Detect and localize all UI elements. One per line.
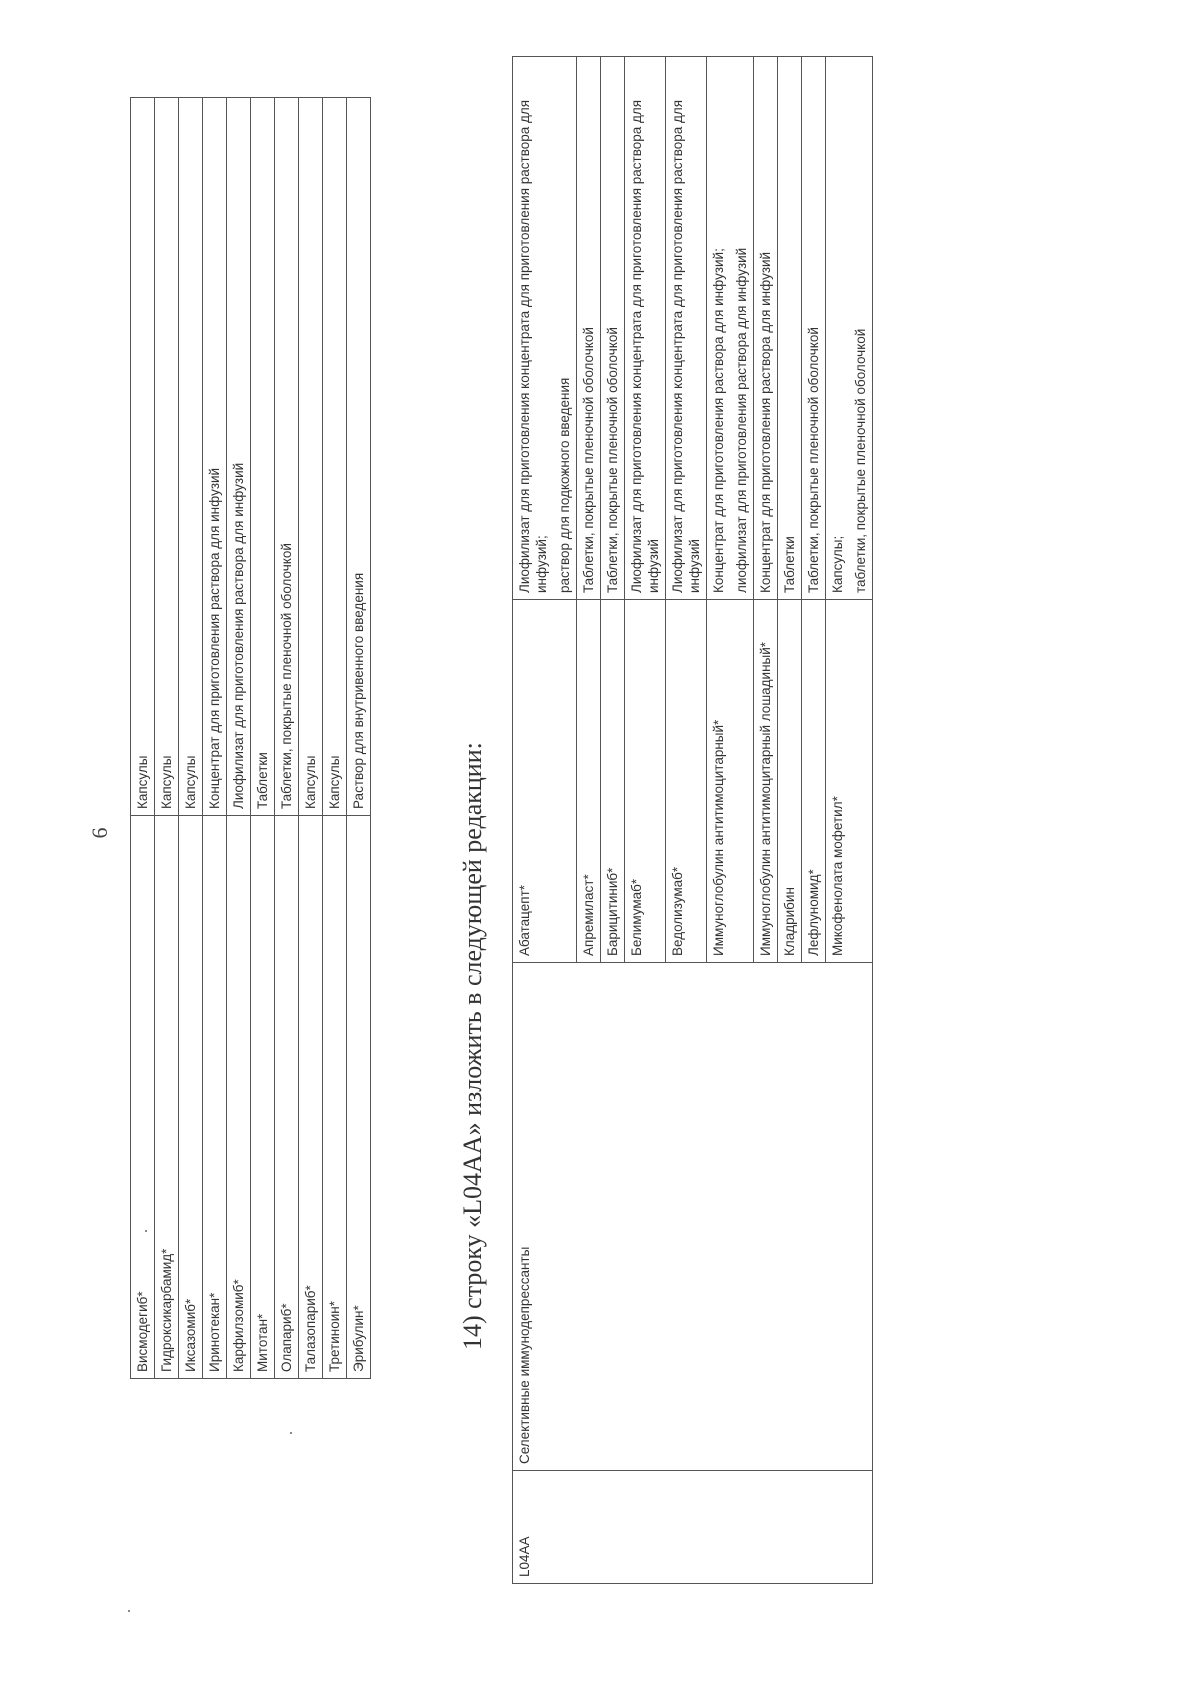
drug-name-cell: Иринотекан* (203, 816, 227, 1379)
dosage-form-line: Концентрат для приготовления раствора для инфузий (758, 251, 773, 593)
table-row (323, 98, 347, 1592)
dosage-form-cell: Капсулы (299, 98, 323, 816)
table-row (131, 98, 155, 1592)
drug-name-cell: Иммуноглобулин антитимоцитарный лошадиный* (754, 600, 778, 963)
drug-name-cell: Гидроксикарбамид* (155, 816, 179, 1379)
dosage-form-cell: Лиофилизат для приготовления раствора для инфузий (227, 98, 251, 816)
dosage-form-line: Лиофилизат для приготовления концентрата для приготовления раствора для инфузий (629, 99, 661, 593)
drug-name-cell: Белимумаб* (625, 600, 666, 963)
dosage-form-cell: Раствор для внутривенного введения (347, 98, 371, 816)
drug-name-cell: Талазопариб* (299, 816, 323, 1379)
table-row (179, 98, 203, 1592)
dosage-form-cell (754, 57, 778, 600)
table-row (299, 98, 323, 1592)
drug-name-cell: Микофенолата мофетил* (826, 600, 873, 963)
dosage-form-line: Лиофилизат для приготовления концентрата для приготовления раствора для инфузий (670, 99, 702, 593)
table-row (227, 98, 251, 1592)
dosage-form-cell: Капсулы (155, 98, 179, 816)
table-row (203, 98, 227, 1592)
dosage-form-line: Таблетки, покрытые пленочной оболочкой (581, 327, 596, 593)
l04aa-table (512, 56, 873, 1584)
drug-name-cell: Эрибулин* (347, 816, 371, 1379)
drug-name-cell: Барицитиниб* (601, 600, 625, 963)
table-row (155, 98, 179, 1592)
dosage-form-cell (666, 57, 707, 600)
dosage-form-cell: Капсулы (131, 98, 155, 816)
dosage-form-cell: Таблетки, покрытые пленочной оболочкой (275, 98, 299, 816)
drug-name-cell: Иксазомиб* (179, 816, 203, 1379)
dosage-form-cell (826, 57, 873, 600)
dosage-form-cell (513, 57, 577, 600)
drug-name-cell: Иммуноглобулин антитимоцитарный* (707, 600, 754, 963)
dosage-form-cell: Таблетки (251, 98, 275, 816)
dosage-form-cell (625, 57, 666, 600)
dosage-form-line: таблетки, покрытые пленочной оболочкой (853, 328, 868, 593)
table-row (347, 98, 371, 1592)
scan-speck (145, 1230, 147, 1232)
dosage-form-cell: Концентрат для приготовления раствора для инфузий (203, 98, 227, 816)
empty-group-cell (131, 1379, 371, 1592)
dosage-form-line: Капсулы; (830, 535, 845, 593)
dosage-form-line: лиофилизат для приготовления раствора для инфузий (734, 247, 749, 593)
scan-speck (290, 1432, 292, 1434)
dosage-form-line: Концентрат для приготовления раствора для инфузий; (711, 248, 726, 593)
dosage-form-cell (577, 57, 601, 600)
drug-name-cell: Третиноин* (323, 816, 347, 1379)
top-table-body (131, 98, 371, 1592)
bottom-table-body (513, 57, 873, 1584)
table-row (251, 98, 275, 1592)
drug-name-cell: Олапариб* (275, 816, 299, 1379)
drug-name-cell: Висмодегиб* (131, 816, 155, 1379)
table-row (275, 98, 299, 1592)
drug-name-cell: Карфилзомиб* (227, 816, 251, 1379)
dosage-form-cell (802, 57, 826, 600)
scan-speck (128, 1610, 130, 1612)
dosage-form-line: Лиофилизат для приготовления концентрата для приготовления раствора для инфузий; (517, 99, 549, 593)
section-heading: 14) строку «L04AA» изложить в следующей редакции: (458, 742, 487, 1350)
dosage-form-cell: Капсулы (179, 98, 203, 816)
group-name-cell: Селективные иммунодепрессанты (513, 963, 873, 1471)
drug-name-cell: Абатацепт* (513, 600, 577, 963)
dosage-form-line: Таблетки, покрытые пленочной оболочкой (806, 327, 821, 593)
dosage-form-line: Таблетки, покрытые пленочной оболочкой (605, 327, 620, 593)
drug-name-cell: Кладрибин (778, 600, 802, 963)
drug-name-cell: Апремиласт* (577, 600, 601, 963)
drug-name-cell: Ведолизумаб* (666, 600, 707, 963)
dosage-form-cell (707, 57, 754, 600)
dosage-form-line: раствор для подкожного введения (557, 377, 572, 593)
dosage-form-line: Таблетки (782, 536, 797, 593)
drug-name-cell: Митотан* (251, 816, 275, 1379)
dosage-form-cell: Капсулы (323, 98, 347, 816)
page-number: 6 (87, 827, 112, 839)
top-drug-table (130, 97, 371, 1591)
dosage-form-cell (778, 57, 802, 600)
table-row (513, 57, 577, 1584)
dosage-form-cell (601, 57, 625, 600)
drug-name-cell: Лефлуномид* (802, 600, 826, 963)
atc-code-cell: L04AA (513, 1471, 873, 1584)
